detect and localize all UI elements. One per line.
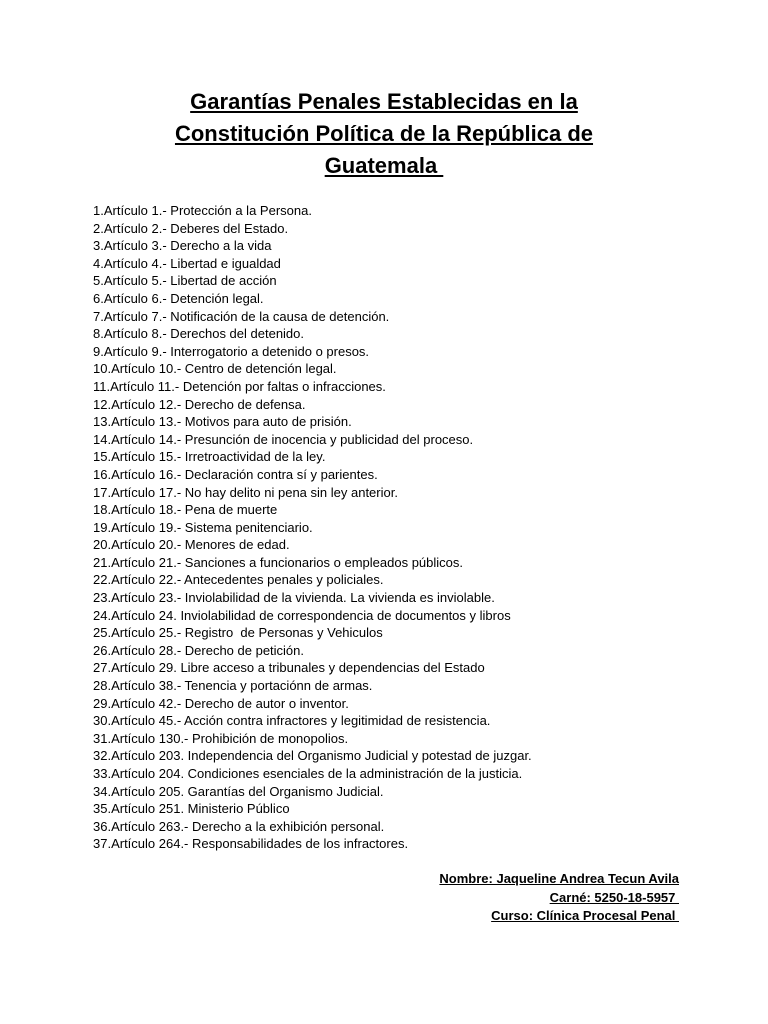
list-item: 24.Artículo 24. Inviolabilidad de correspondencia de documentos y libros bbox=[93, 607, 511, 623]
list-item: 33.Artículo 204. Condiciones esenciales de la administración de la justicia. bbox=[93, 766, 523, 781]
list-item: 28.Artículo 38.- Tenencia y portaciónn de armas. bbox=[93, 678, 373, 694]
list-item: 17.Artículo 17.- No hay delito ni pena sin ley anterior. bbox=[93, 484, 398, 500]
list-item: 19.Artículo 19.- Sistema penitenciario. bbox=[93, 519, 313, 535]
list-item: 8.Artículo 8.- Derechos del detenido. bbox=[93, 326, 305, 342]
author-footer bbox=[439, 870, 679, 926]
list-item: 1.Artículo 1.- Protección a la Persona. bbox=[93, 203, 312, 218]
list-item: 21.Artículo 21.- Sanciones a funcionarios o empleados públicos. bbox=[93, 554, 463, 570]
list-item: 9.Artículo 9.- Interrogatorio a detenido o presos. bbox=[93, 343, 370, 359]
article-list bbox=[93, 202, 753, 853]
list-item: 12.Artículo 12.- Derecho de defensa. bbox=[93, 396, 306, 412]
document-title bbox=[100, 86, 668, 182]
list-item: 29.Artículo 42.- Derecho de autor o inventor. bbox=[93, 695, 349, 711]
course-name: Curso: Clínica Procesal Penal bbox=[491, 908, 679, 923]
list-item: 20.Artículo 20.- Menores de edad. bbox=[93, 537, 290, 553]
title-line: Constitución Política de la República de bbox=[174, 121, 594, 146]
list-item: 23.Artículo 23.- Inviolabilidad de la vivienda. La vivienda es inviolable. bbox=[93, 590, 495, 606]
list-item: 16.Artículo 16.- Declaración contra sí y parientes. bbox=[93, 466, 378, 482]
list-item: 31.Artículo 130.- Prohibición de monopolios. bbox=[93, 730, 349, 746]
list-item: 15.Artículo 15.- Irretroactividad de la ley. bbox=[93, 449, 326, 465]
list-item: 35.Artículo 251. Ministerio Público bbox=[93, 801, 290, 817]
list-item: 32.Artículo 203. Independencia del Organismo Judicial y potestad de juzgar. bbox=[93, 748, 532, 764]
list-item: 36.Artículo 263.- Derecho a la exhibición personal. bbox=[93, 818, 385, 834]
list-item: 37.Artículo 264.- Responsabilidades de los infractores. bbox=[93, 836, 409, 852]
list-item: 4.Artículo 4.- Libertad e igualdad bbox=[93, 255, 281, 271]
list-item: 30.Artículo 45.- Acción contra infractores y legitimidad de resistencia. bbox=[93, 713, 491, 729]
title-line: Garantías Penales Establecidas en la bbox=[190, 89, 578, 114]
list-item: 34.Artículo 205. Garantías del Organismo Judicial. bbox=[93, 783, 384, 799]
list-item: 5.Artículo 5.- Libertad de acción bbox=[93, 273, 277, 289]
list-item: 11.Artículo 11.- Detención por faltas o infracciones. bbox=[93, 378, 386, 394]
author-name: Nombre: Jaqueline Andrea Tecun Avila bbox=[439, 871, 679, 886]
title-line: Guatemala bbox=[324, 153, 444, 178]
list-item: 13.Artículo 13.- Motivos para auto de prisión. bbox=[93, 414, 352, 430]
list-item: 14.Artículo 14.- Presunción de inocencia y publicidad del proceso. bbox=[93, 431, 474, 447]
list-item: 18.Artículo 18.- Pena de muerte bbox=[93, 502, 278, 518]
list-item: 26.Artículo 28.- Derecho de petición. bbox=[93, 642, 305, 658]
list-item: 27.Artículo 29. Libre acceso a tribunales y dependencias del Estado bbox=[93, 660, 485, 676]
student-id: Carné: 5250-18-5957 bbox=[549, 889, 679, 905]
list-item: 10.Artículo 10.- Centro de detención legal. bbox=[93, 361, 337, 377]
list-item: 22.Artículo 22.- Antecedentes penales y policiales. bbox=[93, 572, 384, 588]
list-item: 3.Artículo 3.- Derecho a la vida bbox=[93, 238, 272, 254]
list-item: 7.Artículo 7.- Notificación de la causa de detención. bbox=[93, 308, 390, 324]
list-item: 6.Artículo 6.- Detención legal. bbox=[93, 290, 264, 306]
list-item: 2.Artículo 2.- Deberes del Estado. bbox=[93, 220, 289, 236]
list-item: 25.Artículo 25.- Registro de Personas y Vehiculos bbox=[93, 625, 383, 641]
